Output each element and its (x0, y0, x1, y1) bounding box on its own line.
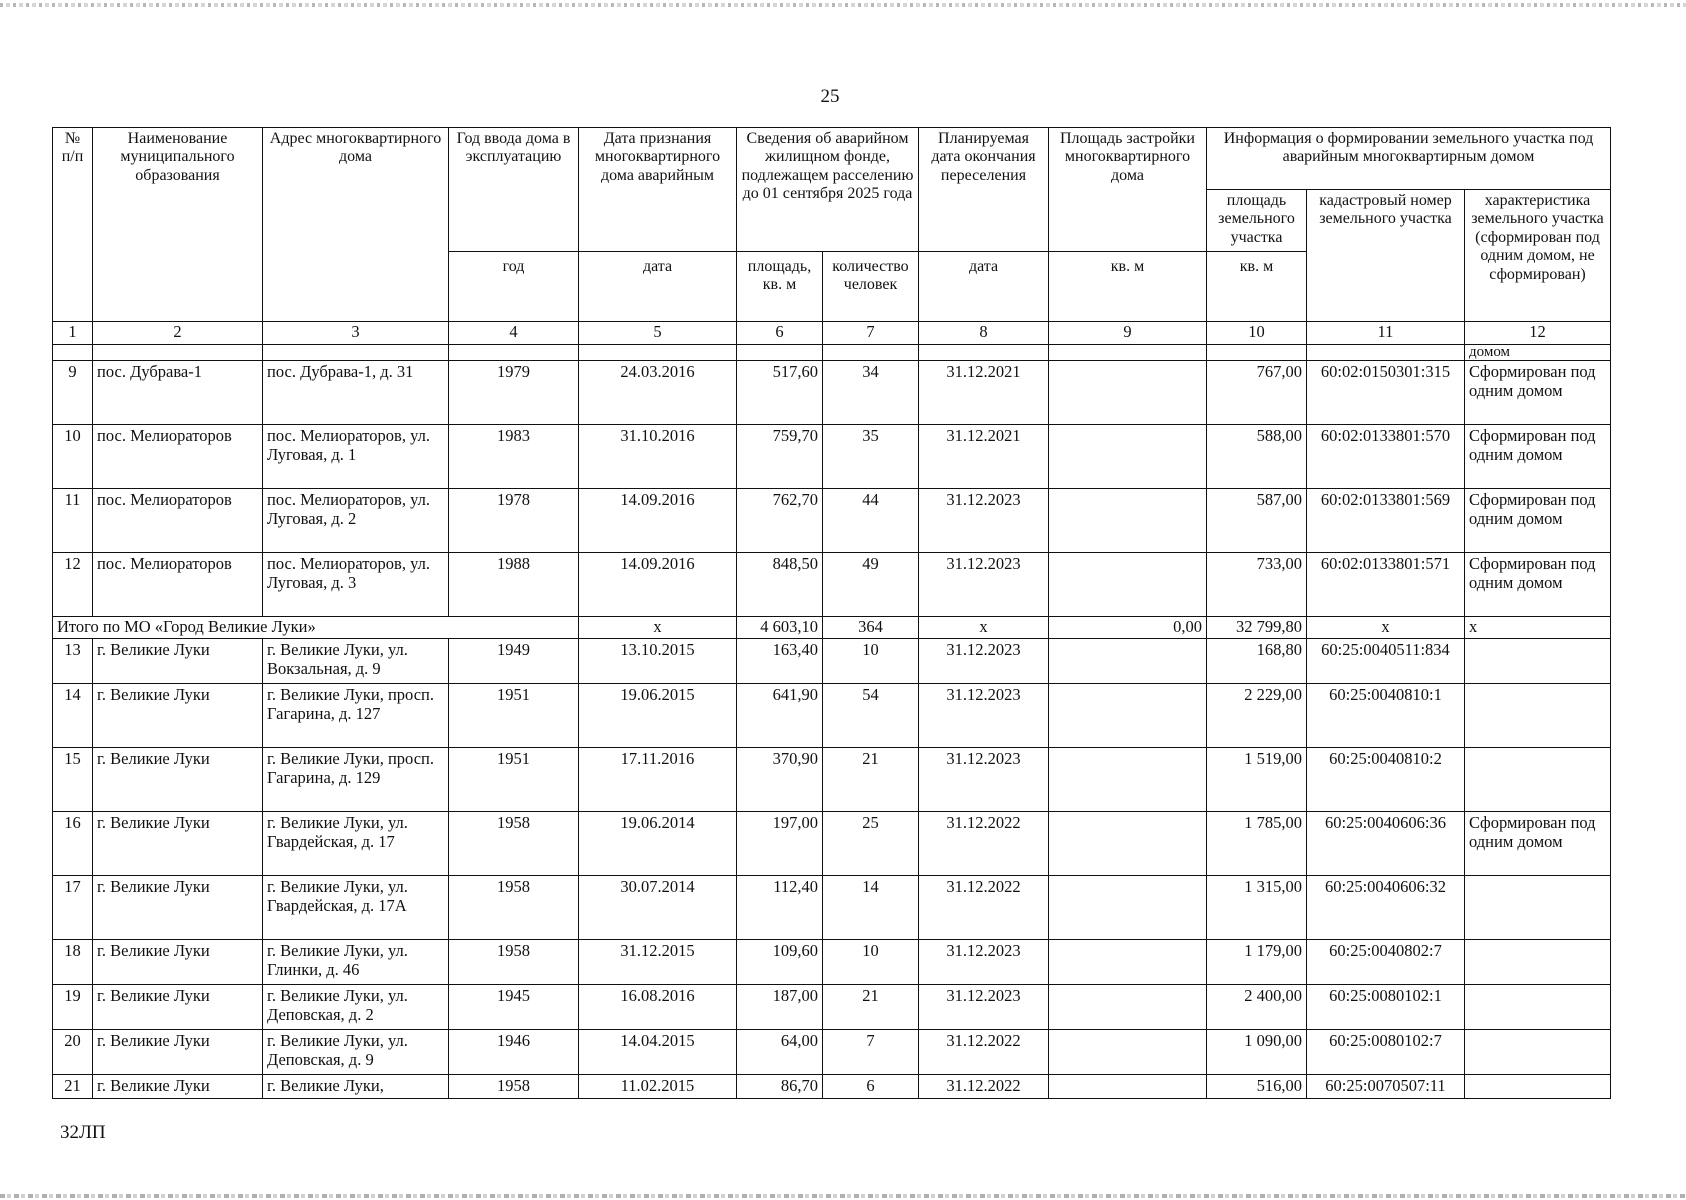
row-year: 1988 (449, 553, 579, 617)
table-row (53, 985, 1611, 1030)
row-year: 1945 (449, 985, 579, 1030)
row-people: 7 (823, 1030, 919, 1075)
table-row (53, 1030, 1611, 1075)
row-land-characteristic (1465, 684, 1611, 748)
row-land-area: 588,00 (1207, 425, 1307, 489)
row-number: 12 (53, 553, 93, 617)
row-plan-date: 31.12.2022 (919, 1075, 1049, 1099)
row-build-area (1049, 684, 1207, 748)
row-build-area (1049, 985, 1207, 1030)
table-row (53, 361, 1611, 425)
total-cad: х (1307, 617, 1465, 639)
header-building-area: Площадь застройки многоквартирного дома (1049, 128, 1207, 252)
row-number: 15 (53, 748, 93, 812)
row-people: 49 (823, 553, 919, 617)
row-year: 1958 (449, 812, 579, 876)
row-number: 19 (53, 985, 93, 1030)
row-cadastral-number: 60:25:0040810:1 (1307, 684, 1465, 748)
row-build-area (1049, 876, 1207, 940)
row-plan-date: 31.12.2022 (919, 1030, 1049, 1075)
header-land-plot-info: Информация о формировании земельного участка под аварийным многоквартирным домом (1207, 128, 1611, 190)
row-year: 1958 (449, 1075, 579, 1099)
row-recognition-date: 24.03.2016 (579, 361, 737, 425)
row-cadastral-number: 60:25:0080102:1 (1307, 985, 1465, 1030)
row-land-characteristic (1465, 639, 1611, 684)
row-number: 21 (53, 1075, 93, 1099)
row-recognition-date: 17.11.2016 (579, 748, 737, 812)
row-address: пос. Дубрава-1, д. 31 (263, 361, 449, 425)
row-build-area (1049, 639, 1207, 684)
row-area: 112,40 (737, 876, 823, 940)
row-land-characteristic: Сформирован под одним домом (1465, 553, 1611, 617)
total-people: 364 (823, 617, 919, 639)
column-number: 5 (579, 322, 737, 345)
page-number: 25 (820, 86, 840, 107)
row-municipality: г. Великие Луки (93, 748, 263, 812)
row-number: 14 (53, 684, 93, 748)
table-row (53, 1075, 1611, 1099)
row-address: пос. Мелиораторов, ул. Луговая, д. 1 (263, 425, 449, 489)
header-number: № п/п (53, 128, 93, 322)
row-build-area (1049, 1030, 1207, 1075)
row-year: 1958 (449, 940, 579, 985)
row-land-characteristic (1465, 940, 1611, 985)
row-people: 25 (823, 812, 919, 876)
continuation-text: домом (1465, 345, 1611, 361)
row-number: 18 (53, 940, 93, 985)
row-year: 1951 (449, 684, 579, 748)
row-cadastral-number: 60:25:0040606:32 (1307, 876, 1465, 940)
row-recognition-date: 13.10.2015 (579, 639, 737, 684)
row-people: 10 (823, 940, 919, 985)
row-plan-date: 31.12.2023 (919, 748, 1049, 812)
row-number: 20 (53, 1030, 93, 1075)
row-land-characteristic: Сформирован под одним домом (1465, 425, 1611, 489)
row-people: 34 (823, 361, 919, 425)
row-municipality: пос. Мелиораторов (93, 425, 263, 489)
row-cadastral-number: 60:02:0133801:569 (1307, 489, 1465, 553)
header-address: Адрес многоквартирного дома (263, 128, 449, 322)
row-year: 1949 (449, 639, 579, 684)
row-people: 35 (823, 425, 919, 489)
row-municipality: г. Великие Луки (93, 985, 263, 1030)
column-number: 7 (823, 322, 919, 345)
row-cadastral-number: 60:02:0150301:315 (1307, 361, 1465, 425)
row-cadastral-number: 60:25:0080102:7 (1307, 1030, 1465, 1075)
row-land-characteristic (1465, 1030, 1611, 1075)
row-year: 1951 (449, 748, 579, 812)
header-planned-date: Планируемая дата окончания переселения (919, 128, 1049, 252)
scan-edge-top (0, 3, 1686, 7)
row-area: 517,60 (737, 361, 823, 425)
table-row (53, 684, 1611, 748)
row-land-area: 2 400,00 (1207, 985, 1307, 1030)
row-area: 759,70 (737, 425, 823, 489)
document-code: 32ЛП (60, 1122, 106, 1143)
header-recognition-date: Дата признания многоквартирного дома аварийным (579, 128, 737, 252)
row-land-characteristic (1465, 876, 1611, 940)
row-area: 86,70 (737, 1075, 823, 1099)
row-municipality: г. Великие Луки (93, 1030, 263, 1075)
row-land-area: 1 090,00 (1207, 1030, 1307, 1075)
row-land-characteristic: Сформирован под одним домом (1465, 489, 1611, 553)
row-land-characteristic (1465, 985, 1611, 1030)
column-number: 3 (263, 322, 449, 345)
row-build-area (1049, 748, 1207, 812)
row-recognition-date: 11.02.2015 (579, 1075, 737, 1099)
row-plan-date: 31.12.2023 (919, 553, 1049, 617)
row-number: 9 (53, 361, 93, 425)
row-area: 641,90 (737, 684, 823, 748)
total-plan: х (919, 617, 1049, 639)
row-area: 64,00 (737, 1030, 823, 1075)
row-cadastral-number: 60:25:0040606:36 (1307, 812, 1465, 876)
row-number: 16 (53, 812, 93, 876)
row-plan-date: 31.12.2022 (919, 876, 1049, 940)
column-number: 10 (1207, 322, 1307, 345)
row-year: 1958 (449, 876, 579, 940)
table-row (53, 553, 1611, 617)
row-number: 13 (53, 639, 93, 684)
row-land-characteristic: Сформирован под одним домом (1465, 812, 1611, 876)
row-address: г. Великие Луки, ул. Вокзальная, д. 9 (263, 639, 449, 684)
row-address: г. Великие Луки, ул. Гвардейская, д. 17А (263, 876, 449, 940)
column-number: 9 (1049, 322, 1207, 345)
row-recognition-date: 14.09.2016 (579, 553, 737, 617)
row-build-area (1049, 489, 1207, 553)
row-address: г. Великие Луки, ул. Гвардейская, д. 17 (263, 812, 449, 876)
column-number: 1 (53, 322, 93, 345)
total-area: 4 603,10 (737, 617, 823, 639)
row-number: 11 (53, 489, 93, 553)
row-area: 197,00 (737, 812, 823, 876)
row-land-characteristic: Сформирован под одним домом (1465, 361, 1611, 425)
unit-land-area: кв. м (1207, 252, 1307, 322)
table-row (53, 489, 1611, 553)
row-recognition-date: 14.04.2015 (579, 1030, 737, 1075)
row-municipality: пос. Мелиораторов (93, 489, 263, 553)
total-label: Итого по МО «Город Великие Луки» (53, 617, 579, 639)
row-year: 1979 (449, 361, 579, 425)
row-land-area: 1 179,00 (1207, 940, 1307, 985)
row-cadastral-number: 60:25:0040511:834 (1307, 639, 1465, 684)
row-plan-date: 31.12.2023 (919, 684, 1049, 748)
row-people: 21 (823, 985, 919, 1030)
row-plan-date: 31.12.2023 (919, 940, 1049, 985)
row-municipality: пос. Дубрава-1 (93, 361, 263, 425)
row-land-area: 587,00 (1207, 489, 1307, 553)
header-land-characteristic: характеристика земельного участка (сформирован под одним домом, не сформирован) (1465, 190, 1611, 322)
row-number: 10 (53, 425, 93, 489)
row-plan-date: 31.12.2023 (919, 639, 1049, 684)
row-people: 44 (823, 489, 919, 553)
table-row (53, 940, 1611, 985)
row-build-area (1049, 425, 1207, 489)
row-land-characteristic (1465, 748, 1611, 812)
row-area: 109,60 (737, 940, 823, 985)
unit-year: год (449, 252, 579, 322)
emergency-housing-table (52, 127, 1611, 1099)
row-land-area: 733,00 (1207, 553, 1307, 617)
row-cadastral-number: 60:02:0133801:571 (1307, 553, 1465, 617)
row-land-characteristic (1465, 1075, 1611, 1099)
row-area: 370,90 (737, 748, 823, 812)
row-address: пос. Мелиораторов, ул. Луговая, д. 2 (263, 489, 449, 553)
row-recognition-date: 19.06.2015 (579, 684, 737, 748)
total-date: х (579, 617, 737, 639)
row-recognition-date: 14.09.2016 (579, 489, 737, 553)
unit-people: количество человек (823, 252, 919, 322)
table-row (53, 748, 1611, 812)
row-recognition-date: 31.10.2016 (579, 425, 737, 489)
row-area: 187,00 (737, 985, 823, 1030)
column-numbers-row (53, 322, 1611, 345)
row-cadastral-number: 60:25:0070507:11 (1307, 1075, 1465, 1099)
column-number: 2 (93, 322, 263, 345)
row-number: 17 (53, 876, 93, 940)
row-land-area: 767,00 (1207, 361, 1307, 425)
row-people: 54 (823, 684, 919, 748)
row-recognition-date: 19.06.2014 (579, 812, 737, 876)
row-recognition-date: 30.07.2014 (579, 876, 737, 940)
row-build-area (1049, 361, 1207, 425)
table-row (53, 425, 1611, 489)
column-number: 8 (919, 322, 1049, 345)
row-plan-date: 31.12.2023 (919, 985, 1049, 1030)
table-row (53, 639, 1611, 684)
row-recognition-date: 16.08.2016 (579, 985, 737, 1030)
row-area: 762,70 (737, 489, 823, 553)
row-municipality: пос. Мелиораторов (93, 553, 263, 617)
row-cadastral-number: 60:25:0040802:7 (1307, 940, 1465, 985)
row-municipality: г. Великие Луки (93, 684, 263, 748)
row-municipality: г. Великие Луки (93, 876, 263, 940)
row-build-area (1049, 1075, 1207, 1099)
row-plan-date: 31.12.2023 (919, 489, 1049, 553)
row-people: 21 (823, 748, 919, 812)
row-area: 163,40 (737, 639, 823, 684)
row-cadastral-number: 60:02:0133801:570 (1307, 425, 1465, 489)
header-emergency-fund: Сведения об аварийном жилищном фонде, подлежащем расселению до 01 сентября 2025 года (737, 128, 919, 252)
row-people: 14 (823, 876, 919, 940)
row-plan-date: 31.12.2021 (919, 425, 1049, 489)
row-address: г. Великие Луки, ул. Деповская, д. 2 (263, 985, 449, 1030)
row-address: пос. Мелиораторов, ул. Луговая, д. 3 (263, 553, 449, 617)
row-address: г. Великие Луки, ул. Деповская, д. 9 (263, 1030, 449, 1075)
row-plan-date: 31.12.2021 (919, 361, 1049, 425)
row-year: 1983 (449, 425, 579, 489)
header-commission-year: Год ввода дома в эксплуатацию (449, 128, 579, 252)
row-address: г. Великие Луки, ул. Глинки, д. 46 (263, 940, 449, 985)
row-address: г. Великие Луки, (263, 1075, 449, 1099)
row-municipality: г. Великие Луки (93, 1075, 263, 1099)
row-land-area: 168,80 (1207, 639, 1307, 684)
header-municipality: Наименование муниципального образования (93, 128, 263, 322)
row-plan-date: 31.12.2022 (919, 812, 1049, 876)
row-area: 848,50 (737, 553, 823, 617)
row-address: г. Великие Луки, просп. Гагарина, д. 129 (263, 748, 449, 812)
scan-edge-bottom (0, 1194, 1686, 1198)
unit-plan-date: дата (919, 252, 1049, 322)
total-build: 0,00 (1049, 617, 1207, 639)
total-row (53, 617, 1611, 639)
row-build-area (1049, 553, 1207, 617)
row-year: 1978 (449, 489, 579, 553)
row-land-area: 1 785,00 (1207, 812, 1307, 876)
total-char: х (1465, 617, 1611, 639)
unit-build-area: кв. м (1049, 252, 1207, 322)
row-municipality: г. Великие Луки (93, 639, 263, 684)
row-land-area: 1 315,00 (1207, 876, 1307, 940)
row-land-area: 1 519,00 (1207, 748, 1307, 812)
total-land: 32 799,80 (1207, 617, 1307, 639)
column-number: 12 (1465, 322, 1611, 345)
table-row (53, 876, 1611, 940)
continuation-row (53, 345, 1611, 361)
row-municipality: г. Великие Луки (93, 940, 263, 985)
row-build-area (1049, 812, 1207, 876)
column-number: 4 (449, 322, 579, 345)
row-people: 6 (823, 1075, 919, 1099)
column-number: 6 (737, 322, 823, 345)
row-municipality: г. Великие Луки (93, 812, 263, 876)
header-land-area: площадь земельного участка (1207, 190, 1307, 252)
column-number: 11 (1307, 322, 1465, 345)
row-year: 1946 (449, 1030, 579, 1075)
row-build-area (1049, 940, 1207, 985)
unit-date: дата (579, 252, 737, 322)
row-land-area: 2 229,00 (1207, 684, 1307, 748)
row-address: г. Великие Луки, просп. Гагарина, д. 127 (263, 684, 449, 748)
table-row (53, 812, 1611, 876)
header-cadastral-number: кадастровый номер земельного участка (1307, 190, 1465, 322)
unit-area: площадь, кв. м (737, 252, 823, 322)
row-people: 10 (823, 639, 919, 684)
row-land-area: 516,00 (1207, 1075, 1307, 1099)
row-cadastral-number: 60:25:0040810:2 (1307, 748, 1465, 812)
row-recognition-date: 31.12.2015 (579, 940, 737, 985)
